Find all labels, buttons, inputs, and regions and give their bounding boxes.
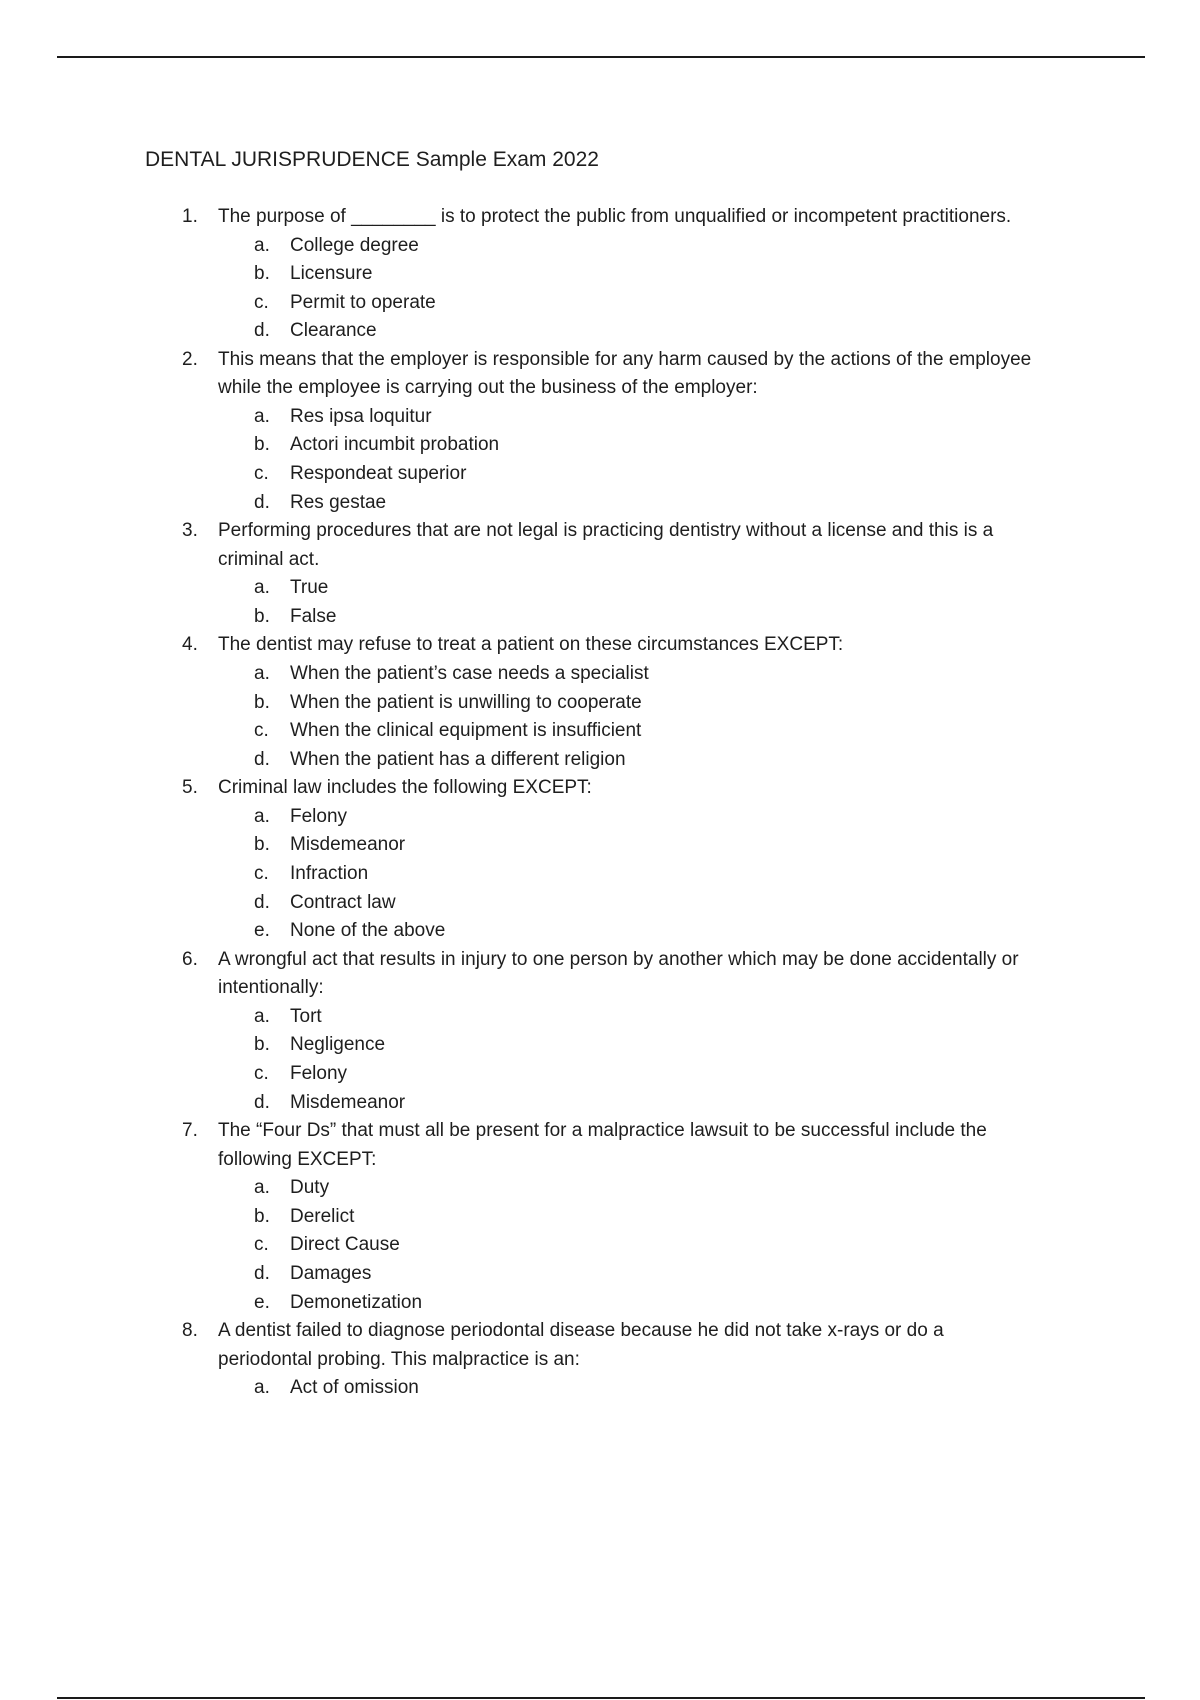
option-letter: d. xyxy=(254,1262,270,1284)
question-text xyxy=(218,631,1098,660)
question-text-line: Criminal law includes the following EXCEPT: xyxy=(218,777,592,799)
question-item xyxy=(0,517,1200,631)
option-letter: b. xyxy=(254,263,270,285)
answer-option xyxy=(0,889,1200,918)
option-letter: a. xyxy=(254,234,270,256)
footer-rule xyxy=(57,1697,1145,1699)
question-text xyxy=(218,203,1098,232)
question-item xyxy=(0,1117,1200,1317)
option-letter: a. xyxy=(254,805,270,827)
option-text: Act of omission xyxy=(290,1377,419,1399)
option-letter: a. xyxy=(254,405,270,427)
option-text: When the clinical equipment is insufficient xyxy=(290,720,642,742)
question-text-line: This means that the employer is responsible for any harm caused by the actions of the employee xyxy=(218,348,1032,370)
answer-options xyxy=(0,574,1200,631)
answer-option xyxy=(0,917,1200,946)
answer-option xyxy=(0,831,1200,860)
option-letter: d. xyxy=(254,491,270,513)
question-number: 5. xyxy=(182,777,198,799)
question-text xyxy=(218,946,1098,1003)
question-text-line: periodontal probing. This malpractice is an: xyxy=(218,1348,580,1370)
question-text-line: A dentist failed to diagnose periodontal disease because he did not take x-rays or do a xyxy=(218,1320,944,1342)
answer-option xyxy=(0,660,1200,689)
question-number: 2. xyxy=(182,348,198,370)
option-letter: c. xyxy=(254,1234,269,1256)
option-letter: e. xyxy=(254,920,270,942)
question-text xyxy=(218,1117,1098,1174)
answer-option xyxy=(0,260,1200,289)
option-text: Derelict xyxy=(290,1205,355,1227)
answer-options xyxy=(0,660,1200,774)
answer-options xyxy=(0,1374,1200,1403)
option-text: When the patient’s case needs a specialist xyxy=(290,662,649,684)
question-item xyxy=(0,1317,1200,1403)
answer-option xyxy=(0,403,1200,432)
question-text xyxy=(218,346,1098,403)
option-text: Misdemeanor xyxy=(290,1091,406,1113)
answer-options xyxy=(0,403,1200,517)
answer-option xyxy=(0,1374,1200,1403)
document-title: DENTAL JURISPRUDENCE Sample Exam 2022 xyxy=(145,148,599,171)
option-text: College degree xyxy=(290,234,419,256)
answer-option xyxy=(0,746,1200,775)
question-item xyxy=(0,946,1200,1117)
question-item xyxy=(0,774,1200,945)
option-letter: c. xyxy=(254,291,269,313)
option-letter: a. xyxy=(254,1177,270,1199)
option-text: Clearance xyxy=(290,320,377,342)
question-text xyxy=(218,1317,1098,1374)
answer-option xyxy=(0,803,1200,832)
option-letter: c. xyxy=(254,1062,269,1084)
option-letter: c. xyxy=(254,720,269,742)
option-text: Felony xyxy=(290,1062,348,1084)
answer-option xyxy=(0,1260,1200,1289)
option-text: Misdemeanor xyxy=(290,834,406,856)
question-text-line: The purpose of ________ is to protect the public from unqualified or incompetent practitioners. xyxy=(218,206,1012,227)
answer-option xyxy=(0,317,1200,346)
option-letter: b. xyxy=(254,1205,270,1227)
answer-options xyxy=(0,1003,1200,1117)
option-text: Res ipsa loquitur xyxy=(290,405,432,427)
option-text: None of the above xyxy=(290,920,446,942)
option-letter: a. xyxy=(254,577,270,599)
option-letter: c. xyxy=(254,863,269,884)
option-text: Direct Cause xyxy=(290,1234,400,1256)
question-text xyxy=(218,774,1098,803)
answer-option xyxy=(0,1174,1200,1203)
option-letter: d. xyxy=(254,891,270,913)
question-number: 8. xyxy=(182,1320,198,1342)
option-text: Negligence xyxy=(290,1034,386,1056)
question-item xyxy=(0,631,1200,774)
question-text-line: The dentist may refuse to treat a patient on these circumstances EXCEPT: xyxy=(218,634,844,656)
option-letter: d. xyxy=(254,320,270,342)
answer-option xyxy=(0,460,1200,489)
question-text-line: following EXCEPT: xyxy=(218,1148,377,1170)
question-item xyxy=(0,346,1200,517)
option-letter: b. xyxy=(254,834,270,856)
question-item xyxy=(0,203,1200,346)
option-letter: c. xyxy=(254,463,269,485)
option-text: Infraction xyxy=(290,863,369,884)
answer-option xyxy=(0,1203,1200,1232)
answer-options xyxy=(0,803,1200,946)
option-text: True xyxy=(290,577,329,599)
option-letter: e. xyxy=(254,1291,270,1313)
question-text-line: while the employee is carrying out the business of the employer: xyxy=(218,377,758,399)
question-text-line: criminal act. xyxy=(218,548,320,570)
question-text-line: A wrongful act that results in injury to one person by another which may be done accidentally or xyxy=(218,948,1019,970)
option-letter: b. xyxy=(254,605,270,627)
option-letter: a. xyxy=(254,1377,270,1399)
answer-option xyxy=(0,1031,1200,1060)
answer-option xyxy=(0,232,1200,261)
question-number: 1. xyxy=(182,206,198,227)
option-letter: b. xyxy=(254,1034,270,1056)
answer-option xyxy=(0,574,1200,603)
option-letter: a. xyxy=(254,662,270,684)
answer-option xyxy=(0,431,1200,460)
option-text: Licensure xyxy=(290,263,373,285)
option-text: False xyxy=(290,605,337,627)
option-letter: b. xyxy=(254,434,270,456)
answer-option xyxy=(0,489,1200,518)
option-text: When the patient is unwilling to cooperate xyxy=(290,691,642,713)
question-number: 4. xyxy=(182,634,198,656)
option-text: When the patient has a different religion xyxy=(290,748,626,770)
question-text-line: Performing procedures that are not legal is practicing dentistry without a license and this is a xyxy=(218,520,994,542)
question-number: 3. xyxy=(182,520,198,542)
option-text: Respondeat superior xyxy=(290,463,467,485)
answer-option xyxy=(0,603,1200,632)
option-text: Tort xyxy=(290,1005,322,1027)
question-text-line: intentionally: xyxy=(218,977,324,999)
answer-option xyxy=(0,717,1200,746)
answer-options xyxy=(0,232,1200,346)
question-number: 7. xyxy=(182,1120,198,1142)
answer-option xyxy=(0,1003,1200,1032)
option-text: Damages xyxy=(290,1262,372,1284)
option-text: Felony xyxy=(290,805,348,827)
option-text: Res gestae xyxy=(290,491,387,513)
question-list xyxy=(0,203,1200,1403)
answer-option xyxy=(0,289,1200,318)
option-text: Actori incumbit probation xyxy=(290,434,500,456)
answer-options xyxy=(0,1174,1200,1317)
option-text: Contract law xyxy=(290,891,396,913)
question-number: 6. xyxy=(182,948,198,970)
header-rule xyxy=(57,56,1145,58)
answer-option xyxy=(0,1231,1200,1260)
question-text xyxy=(218,517,1098,574)
option-letter: a. xyxy=(254,1005,270,1027)
answer-option xyxy=(0,1289,1200,1318)
option-letter: b. xyxy=(254,691,270,713)
answer-option xyxy=(0,689,1200,718)
answer-option xyxy=(0,860,1200,889)
answer-option xyxy=(0,1060,1200,1089)
answer-option xyxy=(0,1089,1200,1118)
option-letter: d. xyxy=(254,1091,270,1113)
option-text: Permit to operate xyxy=(290,291,436,313)
question-text-line: The “Four Ds” that must all be present for a malpractice lawsuit to be successful include the xyxy=(218,1120,987,1142)
option-text: Demonetization xyxy=(290,1291,423,1313)
option-text: Duty xyxy=(290,1177,330,1199)
option-letter: d. xyxy=(254,748,270,770)
